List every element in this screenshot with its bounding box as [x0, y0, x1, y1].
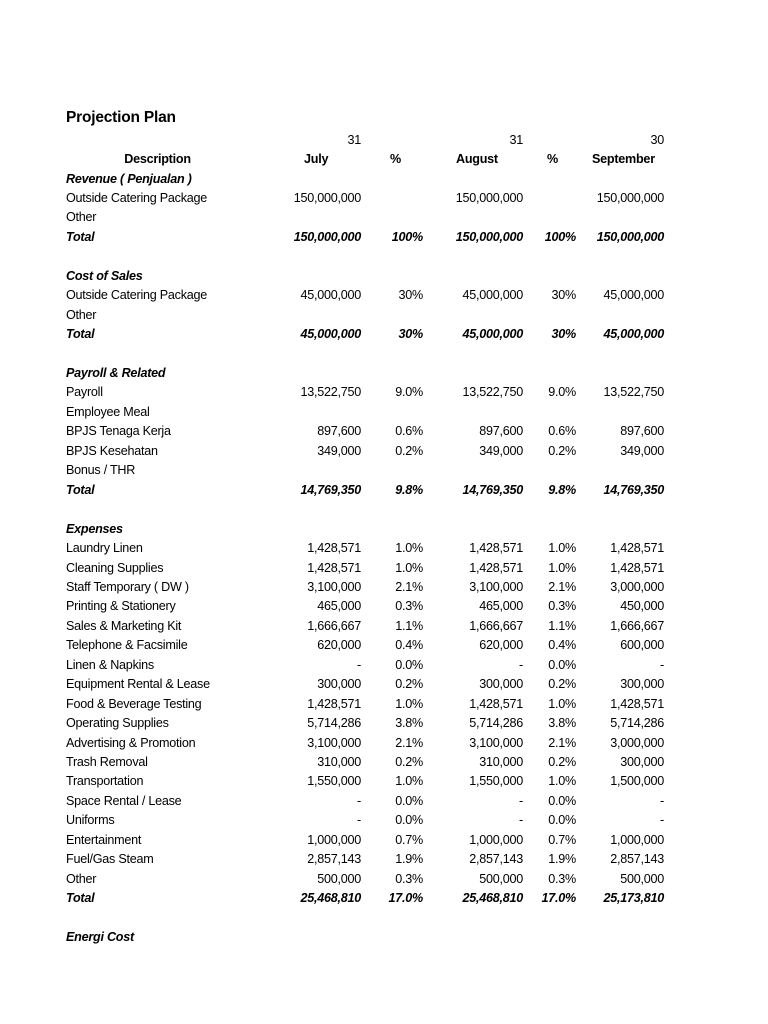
september-value: 45,000,000: [603, 288, 664, 303]
july-percent: 1.0%: [395, 560, 423, 575]
row-label: Uniforms: [66, 813, 115, 828]
header-pct1: %: [390, 152, 401, 166]
july-value: 1,666,667: [307, 618, 361, 633]
august-percent: 0.2%: [548, 677, 576, 692]
august-percent: 0.3%: [548, 871, 576, 886]
july-percent: 17.0%: [388, 891, 423, 906]
july-percent: 0.4%: [395, 638, 423, 653]
row-label: Other: [66, 871, 97, 886]
days-august: 31: [509, 133, 523, 147]
row-label: Laundry Linen: [66, 541, 143, 555]
table-row: [0, 831, 768, 850]
september-value: 349,000: [620, 443, 664, 458]
july-percent: 3.8%: [395, 716, 423, 731]
august-percent: 30%: [551, 327, 576, 342]
august-percent: 2.1%: [548, 580, 576, 594]
july-percent: 100%: [391, 229, 423, 244]
table-row: [0, 383, 768, 402]
section-heading: [0, 170, 768, 189]
july-value: 25,468,810: [300, 891, 361, 906]
july-value: 45,000,000: [300, 327, 361, 342]
table-row: [0, 636, 768, 655]
august-percent: 17.0%: [541, 891, 576, 906]
july-percent: 9.0%: [395, 385, 423, 400]
table-row: [0, 850, 768, 869]
august-value: 45,000,000: [462, 327, 523, 342]
row-label: Printing & Stationery: [66, 599, 176, 614]
july-value: 465,000: [317, 599, 361, 614]
august-value: 1,000,000: [469, 832, 523, 847]
july-percent: 0.2%: [395, 677, 423, 692]
august-value: 465,000: [479, 599, 523, 614]
september-value: 300,000: [620, 755, 664, 769]
august-value: 620,000: [479, 638, 523, 653]
july-percent: 0.0%: [395, 813, 423, 828]
july-value: 45,000,000: [300, 288, 361, 303]
row-label: Total: [66, 327, 95, 342]
july-percent: 1.1%: [395, 618, 423, 633]
header-september: September: [592, 152, 655, 166]
september-value: -: [660, 813, 664, 828]
august-percent: 0.3%: [548, 599, 576, 614]
row-label: Total: [66, 891, 95, 906]
september-value: 1,428,571: [610, 541, 664, 555]
july-percent: 30%: [398, 327, 423, 342]
september-value: -: [660, 793, 664, 808]
row-label: Trash Removal: [66, 755, 148, 769]
july-percent: 0.3%: [395, 871, 423, 886]
august-value: 1,666,667: [469, 618, 523, 633]
september-value: 500,000: [620, 871, 664, 886]
section-heading: [0, 520, 768, 539]
august-percent: 0.2%: [548, 755, 576, 769]
july-value: 1,550,000: [307, 774, 361, 789]
september-value: 25,173,810: [603, 891, 664, 906]
july-value: 3,100,000: [307, 735, 361, 750]
july-percent: 0.3%: [395, 599, 423, 614]
august-percent: 0.2%: [548, 443, 576, 458]
august-value: 13,522,750: [462, 385, 523, 400]
table-row: [0, 656, 768, 675]
july-percent: 0.6%: [395, 424, 423, 439]
september-value: -: [660, 657, 664, 672]
august-value: -: [519, 813, 523, 828]
september-value: 897,600: [620, 424, 664, 439]
july-percent: 1.0%: [395, 541, 423, 555]
row-label: Space Rental / Lease: [66, 793, 182, 808]
table-row: [0, 461, 768, 480]
august-percent: 9.8%: [548, 482, 576, 497]
august-percent: 1.0%: [548, 560, 576, 575]
july-value: 14,769,350: [300, 482, 361, 497]
section-title: Expenses: [66, 521, 123, 536]
august-percent: 2.1%: [548, 735, 576, 750]
row-label: Other: [66, 307, 97, 322]
table-row: [0, 597, 768, 616]
july-percent: 2.1%: [395, 580, 423, 594]
july-percent: 0.7%: [395, 832, 423, 847]
august-value: 349,000: [479, 443, 523, 458]
august-percent: 0.7%: [548, 832, 576, 847]
table-row: [0, 442, 768, 461]
row-label: Payroll: [66, 385, 103, 400]
row-label: Outside Catering Package: [66, 288, 208, 303]
row-label: Total: [66, 229, 95, 244]
table-row: [0, 208, 768, 227]
table-row: [0, 422, 768, 441]
july-percent: 9.8%: [395, 482, 423, 497]
table-row: [0, 753, 768, 772]
july-value: 2,857,143: [307, 852, 361, 867]
september-value: 1,428,571: [610, 560, 664, 575]
july-percent: 0.2%: [395, 443, 423, 458]
september-value: 2,857,143: [610, 852, 664, 867]
august-value: 1,428,571: [469, 560, 523, 575]
august-value: 150,000,000: [455, 229, 523, 244]
september-value: 3,000,000: [610, 580, 664, 594]
table-row: [0, 772, 768, 791]
july-value: 1,428,571: [307, 696, 361, 711]
july-value: 500,000: [317, 871, 361, 886]
july-percent: 1.0%: [395, 696, 423, 711]
row-label: Telephone & Facsimile: [66, 638, 188, 653]
august-percent: 0.0%: [548, 657, 576, 672]
august-value: 500,000: [479, 871, 523, 886]
table-row: [0, 734, 768, 753]
august-value: 14,769,350: [462, 482, 523, 497]
august-value: 5,714,286: [469, 716, 523, 731]
august-value: 1,428,571: [469, 696, 523, 711]
september-value: 150,000,000: [596, 229, 664, 244]
september-value: 1,500,000: [610, 774, 664, 789]
header-pct2: %: [547, 152, 558, 166]
august-percent: 0.6%: [548, 424, 576, 439]
header-description: Description: [124, 152, 191, 166]
header-row: [0, 150, 768, 169]
july-value: -: [357, 793, 361, 808]
row-label: Outside Catering Package: [66, 190, 208, 205]
july-value: 1,428,571: [307, 560, 361, 575]
august-value: 1,428,571: [469, 541, 523, 555]
row-label: Bonus / THR: [66, 463, 136, 478]
july-percent: 0.0%: [395, 793, 423, 808]
row-label: Entertainment: [66, 832, 142, 847]
total-row: [0, 325, 768, 344]
july-value: 13,522,750: [300, 385, 361, 400]
section-title: Cost of Sales: [66, 268, 143, 283]
july-value: 310,000: [317, 755, 361, 769]
september-value: 300,000: [620, 677, 664, 692]
july-value: 3,100,000: [307, 580, 361, 594]
july-value: 300,000: [317, 677, 361, 692]
august-value: 897,600: [479, 424, 523, 439]
august-percent: 0.4%: [548, 638, 576, 653]
row-label: Linen & Napkins: [66, 657, 154, 672]
row-label: Food & Beverage Testing: [66, 696, 202, 711]
july-percent: 30%: [398, 288, 423, 303]
august-value: 150,000,000: [455, 190, 523, 205]
july-value: 620,000: [317, 638, 361, 653]
header-july: July: [304, 152, 329, 166]
table-row: [0, 617, 768, 636]
row-label: Cleaning Supplies: [66, 560, 164, 575]
table-row: [0, 306, 768, 325]
august-percent: 30%: [551, 288, 576, 303]
august-value: 300,000: [479, 677, 523, 692]
total-row: [0, 481, 768, 500]
table-row: [0, 811, 768, 830]
september-value: 150,000,000: [596, 190, 664, 205]
august-percent: 100%: [544, 229, 576, 244]
table-row: [0, 870, 768, 889]
table-row: [0, 792, 768, 811]
september-value: 1,666,667: [610, 618, 664, 633]
table-row: [0, 403, 768, 422]
row-label: Advertising & Promotion: [66, 735, 196, 750]
days-july: 31: [347, 133, 361, 147]
august-percent: 0.0%: [548, 813, 576, 828]
section-title: Payroll & Related: [66, 366, 166, 380]
table-row: [0, 578, 768, 597]
july-percent: 0.2%: [395, 755, 423, 769]
section-heading: [0, 364, 768, 383]
july-percent: 1.9%: [395, 852, 423, 867]
august-value: 3,100,000: [469, 735, 523, 750]
september-value: 450,000: [620, 599, 664, 614]
section-title: Energi Cost: [66, 930, 134, 944]
table-row: [0, 714, 768, 733]
row-label: Equipment Rental & Lease: [66, 677, 210, 692]
header-august: August: [456, 152, 498, 166]
august-value: 25,468,810: [462, 891, 523, 906]
august-percent: 1.0%: [548, 541, 576, 555]
july-value: 5,714,286: [307, 716, 361, 731]
section-title: Revenue ( Penjualan ): [66, 171, 192, 186]
august-value: 45,000,000: [462, 288, 523, 303]
august-percent: 0.0%: [548, 793, 576, 808]
august-value: 1,550,000: [469, 774, 523, 789]
july-percent: 2.1%: [395, 735, 423, 750]
august-percent: 1.9%: [548, 852, 576, 867]
table-row: [0, 675, 768, 694]
july-value: -: [357, 813, 361, 828]
section-heading: [0, 928, 768, 947]
august-percent: 1.1%: [548, 618, 576, 633]
table-row: [0, 189, 768, 208]
july-percent: 0.0%: [395, 657, 423, 672]
july-value: -: [357, 657, 361, 672]
august-percent: 3.8%: [548, 716, 576, 731]
july-percent: 1.0%: [395, 774, 423, 789]
july-value: 150,000,000: [293, 229, 361, 244]
row-label: Fuel/Gas Steam: [66, 852, 154, 867]
september-value: 5,714,286: [610, 716, 664, 731]
row-label: Operating Supplies: [66, 716, 169, 731]
row-label: Sales & Marketing Kit: [66, 618, 182, 633]
table-row: [0, 559, 768, 578]
total-row: [0, 228, 768, 247]
july-value: 1,000,000: [307, 832, 361, 847]
row-label: Other: [66, 210, 97, 225]
page-title: Projection Plan: [66, 109, 176, 126]
september-value: 45,000,000: [603, 327, 664, 342]
section-heading: [0, 267, 768, 286]
row-label: BPJS Kesehatan: [66, 443, 158, 458]
august-value: 2,857,143: [469, 852, 523, 867]
september-value: 1,428,571: [610, 696, 664, 711]
august-percent: 9.0%: [548, 385, 576, 400]
august-value: -: [519, 657, 523, 672]
september-value: 1,000,000: [610, 832, 664, 847]
row-label: Total: [66, 482, 95, 497]
september-value: 13,522,750: [603, 385, 664, 400]
days-september: 30: [650, 133, 664, 147]
july-value: 349,000: [317, 443, 361, 458]
table-row: [0, 286, 768, 305]
september-value: 600,000: [620, 638, 664, 653]
total-row: [0, 889, 768, 908]
september-value: 3,000,000: [610, 735, 664, 750]
august-value: 310,000: [479, 755, 523, 769]
september-value: 14,769,350: [603, 482, 664, 497]
table-row: [0, 695, 768, 714]
table-row: [0, 539, 768, 558]
july-value: 897,600: [317, 424, 361, 439]
row-label: BPJS Tenaga Kerja: [66, 424, 171, 439]
august-percent: 1.0%: [548, 774, 576, 789]
row-label: Employee Meal: [66, 404, 150, 419]
august-value: -: [519, 793, 523, 808]
july-value: 1,428,571: [307, 541, 361, 555]
august-percent: 1.0%: [548, 696, 576, 711]
row-label: Transportation: [66, 774, 144, 789]
days-row: [0, 131, 768, 150]
august-value: 3,100,000: [469, 580, 523, 594]
row-label: Staff Temporary ( DW ): [66, 580, 189, 594]
july-value: 150,000,000: [293, 190, 361, 205]
